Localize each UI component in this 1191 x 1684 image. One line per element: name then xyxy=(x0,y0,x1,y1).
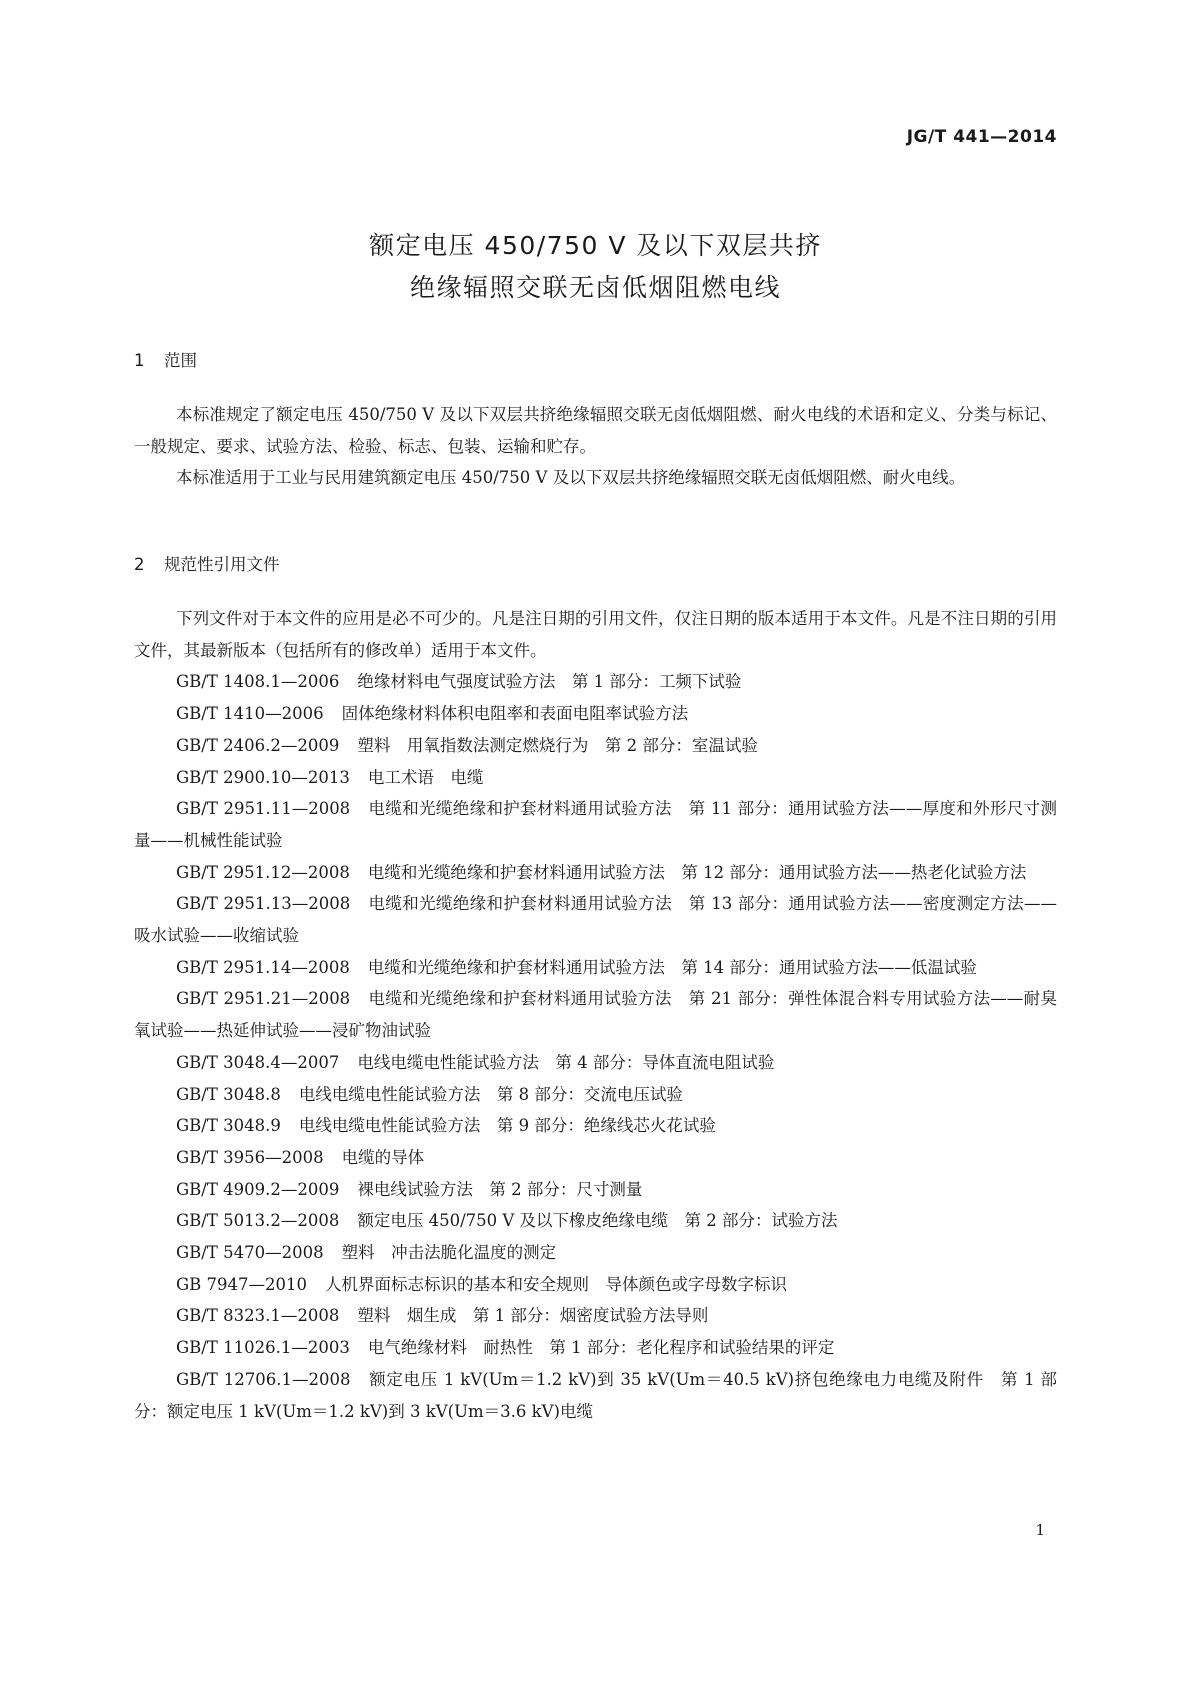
scope-paragraph-2: 本标准适用于工业与民用建筑额定电压 450/750 V 及以下双层共挤绝缘辐照交联无卤低烟阻燃、耐火电线。 xyxy=(176,468,966,488)
reference-item xyxy=(134,1300,1057,1332)
section-1-number: 1 xyxy=(134,351,145,370)
reference-title: 电缆和光缆绝缘和护套材料通用试验方法 第 12 部分：通用试验方法——热老化试验方法 xyxy=(367,862,1027,882)
reference-item xyxy=(134,888,1057,951)
reference-code: GB/T 11026.1—2003 xyxy=(176,1338,350,1358)
reference-item xyxy=(134,1237,1057,1269)
reference-item xyxy=(134,1332,1057,1364)
reference-code: GB/T 4909.2—2009 xyxy=(176,1179,340,1199)
title-line-1: 额定电压 450/750 V 及以下双层共挤 xyxy=(369,231,822,260)
reference-title: 裸电线试验方法 第 2 部分：尺寸测量 xyxy=(357,1179,643,1199)
reference-title: 固体绝缘材料体积电阻率和表面电阻率试验方法 xyxy=(341,704,689,724)
reference-item xyxy=(134,1110,1057,1142)
reference-title: 电缆和光缆绝缘和护套材料通用试验方法 第 13 部分：通用试验方法——密度测定方法——吸水试验——收缩试验 xyxy=(134,894,1057,946)
reference-item xyxy=(134,698,1057,730)
reference-item xyxy=(134,1269,1057,1301)
reference-code: GB/T 2951.14—2008 xyxy=(176,957,350,977)
reference-code: GB/T 1410—2006 xyxy=(176,704,324,724)
reference-code: GB/T 2406.2—2009 xyxy=(176,735,340,755)
reference-title: 塑料 烟生成 第 1 部分：烟密度试验方法导则 xyxy=(357,1306,709,1326)
reference-item xyxy=(134,762,1057,794)
reference-item xyxy=(134,666,1057,698)
reference-item xyxy=(134,793,1057,856)
reference-item xyxy=(134,1364,1057,1427)
reference-code: GB/T 3048.4—2007 xyxy=(176,1052,340,1072)
title-line-2: 绝缘辐照交联无卤低烟阻燃电线 xyxy=(409,273,781,302)
scope-paragraph-1: 本标准规定了额定电压 450/750 V 及以下双层共挤绝缘辐照交联无卤低烟阻燃、耐火电线的术语和定义、分类与标记、一般规定、要求、试验方法、检验、标志、包装、运输和贮存。 xyxy=(134,405,1057,456)
reference-title: 电缆的导体 xyxy=(341,1147,425,1167)
reference-code: GB/T 3956—2008 xyxy=(176,1147,324,1167)
reference-item xyxy=(134,857,1057,889)
reference-item xyxy=(134,1174,1057,1206)
reference-item xyxy=(134,730,1057,762)
reference-title: 塑料 用氧指数法测定燃烧行为 第 2 部分：室温试验 xyxy=(357,735,758,755)
reference-code: GB/T 2951.13—2008 xyxy=(176,894,351,914)
reference-list xyxy=(134,666,1057,1427)
section-1-title: 范围 xyxy=(164,351,197,370)
reference-code: GB/T 5013.2—2008 xyxy=(176,1211,340,1231)
section-1-body xyxy=(134,399,1057,494)
reference-code: GB/T 2900.10—2013 xyxy=(176,767,350,787)
reference-title: 电工术语 电缆 xyxy=(367,767,484,787)
standard-code: JG/T 441—2014 xyxy=(906,127,1057,147)
reference-code: GB/T 3048.8 xyxy=(176,1084,281,1104)
reference-code: GB 7947—2010 xyxy=(176,1274,308,1294)
reference-title: 额定电压 450/750 V 及以下橡皮绝缘电缆 第 2 部分：试验方法 xyxy=(357,1211,838,1231)
reference-title: 塑料 冲击法脆化温度的测定 xyxy=(341,1243,557,1263)
reference-title: 电缆和光缆绝缘和护套材料通用试验方法 第 21 部分：弹性体混合料专用试验方法——耐臭氧试验——热延伸试验——浸矿物油试验 xyxy=(134,989,1057,1041)
section-2-title: 规范性引用文件 xyxy=(164,555,280,574)
reference-item xyxy=(134,1079,1057,1111)
reference-title: 电气绝缘材料 耐热性 第 1 部分：老化程序和试验结果的评定 xyxy=(367,1338,835,1358)
reference-code: GB/T 12706.1—2008 xyxy=(176,1369,351,1389)
reference-code: GB/T 5470—2008 xyxy=(176,1243,324,1263)
reference-title: 电线电缆电性能试验方法 第 4 部分：导体直流电阻试验 xyxy=(357,1052,775,1072)
reference-title: 电缆和光缆绝缘和护套材料通用试验方法 第 11 部分：通用试验方法——厚度和外形尺寸测量——机械性能试验 xyxy=(134,799,1057,850)
reference-title: 电线电缆电性能试验方法 第 9 部分：绝缘线芯火花试验 xyxy=(298,1116,716,1136)
reference-title: 额定电压 1 kV(Um＝1.2 kV)到 35 kV(Um＝40.5 kV)挤包绝缘电力电缆及附件 第 1 部分：额定电压 1 kV(Um＝1.2 kV)到 3 kV(Um＝3.6 kV)电缆 xyxy=(134,1369,1057,1421)
reference-code: GB/T 1408.1—2006 xyxy=(176,672,340,692)
section-2-number: 2 xyxy=(134,555,145,574)
reference-title: 电缆和光缆绝缘和护套材料通用试验方法 第 14 部分：通用试验方法——低温试验 xyxy=(367,957,977,977)
section-2-body xyxy=(134,603,1057,1427)
references-intro: 下列文件对于本文件的应用是必不可少的。凡是注日期的引用文件，仅注日期的版本适用于本文件。凡是不注日期的引用文件，其最新版本（包括所有的修改单）适用于本文件。 xyxy=(134,609,1057,660)
reference-item xyxy=(134,983,1057,1046)
section-1-heading xyxy=(134,347,197,371)
section-2-heading xyxy=(134,551,280,575)
reference-item xyxy=(134,1142,1057,1174)
page-number: 1 xyxy=(1035,1521,1045,1539)
reference-item xyxy=(134,952,1057,984)
reference-code: GB/T 2951.12—2008 xyxy=(176,862,350,882)
reference-item xyxy=(134,1205,1057,1237)
reference-code: GB/T 2951.21—2008 xyxy=(176,989,351,1009)
reference-code: GB/T 8323.1—2008 xyxy=(176,1306,340,1326)
reference-code: GB/T 2951.11—2008 xyxy=(176,799,351,819)
reference-title: 人机界面标志标识的基本和安全规则 导体颜色或字母数字标识 xyxy=(325,1274,788,1294)
reference-code: GB/T 3048.9 xyxy=(176,1116,281,1136)
document-title xyxy=(0,225,1191,309)
reference-title: 电线电缆电性能试验方法 第 8 部分：交流电压试验 xyxy=(298,1084,683,1104)
reference-item xyxy=(134,1047,1057,1079)
reference-title: 绝缘材料电气强度试验方法 第 1 部分：工频下试验 xyxy=(357,672,742,692)
